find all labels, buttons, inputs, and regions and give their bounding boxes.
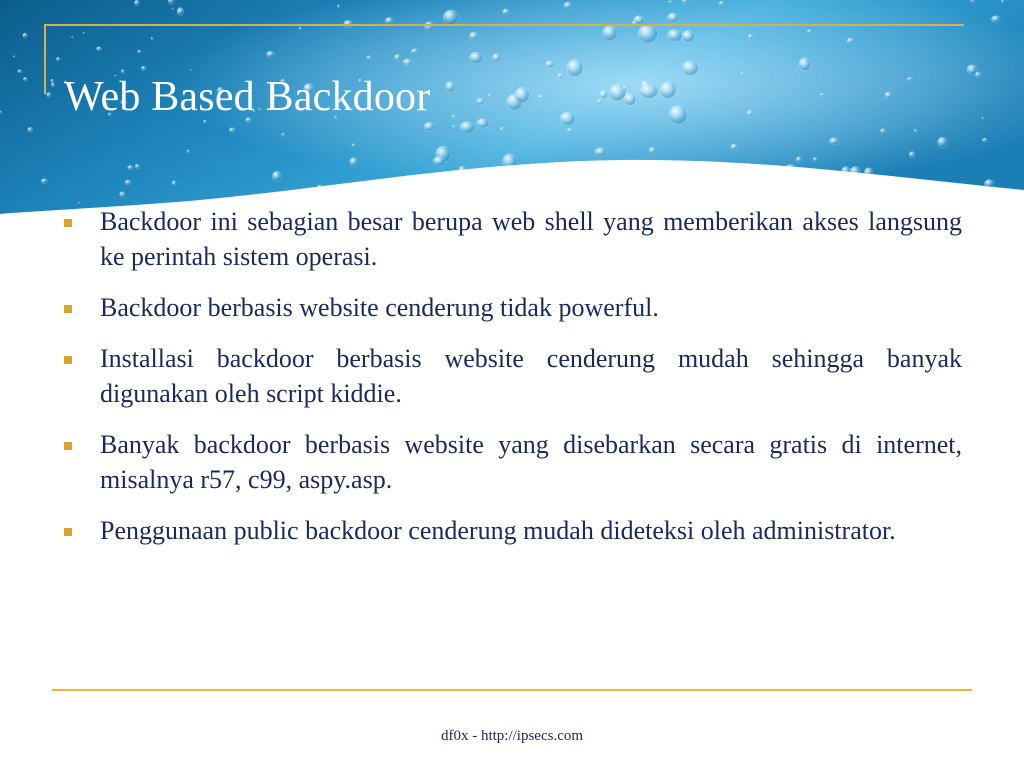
water-bubble xyxy=(2,223,6,227)
water-bubble xyxy=(598,99,602,104)
water-bubble xyxy=(880,129,885,133)
water-bubble xyxy=(28,127,33,132)
slide-title: Web Based Backdoor xyxy=(64,74,431,120)
water-bubble xyxy=(488,94,490,97)
water-bubble xyxy=(47,93,52,98)
water-bubble xyxy=(453,125,455,128)
water-bubble xyxy=(567,60,583,77)
water-bubble xyxy=(135,164,139,169)
water-bubble xyxy=(731,144,738,150)
water-bubble xyxy=(138,50,141,53)
water-bubble xyxy=(603,26,618,41)
water-bubble xyxy=(96,47,101,51)
bullet-item xyxy=(64,204,962,274)
water-bubble xyxy=(673,196,680,203)
water-bubble xyxy=(813,157,817,161)
water-bubble xyxy=(477,119,489,128)
water-bubble xyxy=(847,38,853,44)
water-bubble xyxy=(0,111,2,114)
water-bubble xyxy=(433,157,445,166)
bullet-list xyxy=(64,204,962,564)
water-bubble xyxy=(682,31,694,43)
bullet-item xyxy=(64,290,962,325)
water-bubble xyxy=(424,122,435,131)
water-bubble xyxy=(938,137,948,147)
water-bubble xyxy=(492,54,500,62)
water-bubble xyxy=(1001,0,1003,2)
bullet-text: Penggunaan public backdoor cenderung mudah dideteksi oleh administrator. xyxy=(100,516,896,545)
water-bubble xyxy=(747,110,753,116)
square-bullet-icon xyxy=(64,442,72,450)
water-bubble xyxy=(623,87,627,91)
water-bubble xyxy=(820,93,823,96)
water-bubble xyxy=(991,16,1000,23)
water-bubble xyxy=(660,82,676,99)
water-bubble xyxy=(668,30,682,42)
water-bubble xyxy=(352,144,355,147)
water-bubble xyxy=(670,198,677,203)
water-bubble xyxy=(190,69,191,70)
water-bubble xyxy=(909,152,915,158)
water-bubble xyxy=(669,105,687,124)
water-bubble xyxy=(151,37,153,39)
water-bubble xyxy=(18,70,22,73)
water-bubble xyxy=(51,79,54,82)
water-bubble xyxy=(411,49,418,54)
water-bubble xyxy=(748,34,753,39)
water-bubble xyxy=(807,30,812,33)
water-bubble xyxy=(515,88,529,103)
water-bubble xyxy=(177,8,184,16)
water-bubble xyxy=(337,5,339,7)
water-bubble xyxy=(564,2,572,9)
water-bubble xyxy=(459,166,466,174)
water-bubble xyxy=(560,112,575,125)
water-bubble xyxy=(125,180,131,185)
gold-frame-top-line xyxy=(44,24,964,26)
water-bubble xyxy=(999,225,1003,228)
water-bubble xyxy=(477,98,485,104)
water-bubble xyxy=(796,157,801,162)
water-bubble xyxy=(542,185,558,198)
water-bubble xyxy=(984,180,994,188)
water-bubble xyxy=(682,0,688,4)
water-bubble xyxy=(864,168,873,178)
water-bubble xyxy=(850,167,861,178)
footer-divider xyxy=(52,689,972,691)
bullet-text: Backdoor ini sebagian besar berupa web shell yang memberikan akses langsung ke perintah sistem operasi. xyxy=(100,207,962,271)
water-bubble xyxy=(719,1,724,5)
square-bullet-icon xyxy=(64,528,72,536)
water-bubble xyxy=(395,54,401,60)
water-bubble xyxy=(187,150,190,153)
water-bubble xyxy=(624,93,635,105)
water-bubble xyxy=(799,58,810,71)
bullet-item xyxy=(64,513,962,548)
bullet-item xyxy=(64,427,962,497)
water-bubble xyxy=(445,189,453,196)
water-bubble xyxy=(72,36,73,37)
water-bubble xyxy=(990,204,994,207)
water-bubble xyxy=(907,77,912,81)
water-bubble xyxy=(600,90,608,98)
water-bubble xyxy=(23,33,28,38)
water-bubble xyxy=(41,179,47,184)
water-bubble xyxy=(967,65,977,75)
water-bubble xyxy=(829,138,838,145)
water-bubble xyxy=(267,51,275,57)
water-bubble xyxy=(51,83,54,87)
water-bubble xyxy=(945,193,954,202)
water-bubble xyxy=(367,56,372,60)
water-bubble xyxy=(469,32,478,40)
bullet-text: Installasi backdoor berbasis website cenderung mudah sehingga banyak digunakan oleh script kiddie. xyxy=(100,344,962,408)
water-bubble xyxy=(299,27,302,29)
water-bubble xyxy=(638,25,657,43)
water-bubble xyxy=(83,32,85,33)
water-bubble xyxy=(443,10,458,25)
water-bubble xyxy=(23,77,27,81)
bullet-text: Backdoor berbasis website cenderung tidak powerful. xyxy=(100,293,659,322)
water-bubble xyxy=(649,147,655,154)
water-bubble xyxy=(546,61,554,68)
water-bubble xyxy=(13,56,15,57)
water-bubble xyxy=(640,84,658,98)
square-bullet-icon xyxy=(64,305,72,313)
water-bubble xyxy=(282,133,285,136)
water-bubble xyxy=(460,122,474,133)
water-bubble xyxy=(78,202,79,203)
water-bubble xyxy=(128,166,133,170)
water-bubble xyxy=(229,128,235,133)
water-bubble xyxy=(885,92,891,99)
water-bubble xyxy=(172,8,173,9)
water-bubble xyxy=(141,66,145,71)
square-bullet-icon xyxy=(64,219,72,227)
water-bubble xyxy=(741,72,744,75)
water-bubble xyxy=(172,181,176,185)
bullet-item xyxy=(64,341,962,411)
gold-frame-left-line xyxy=(44,24,46,94)
water-bubble xyxy=(609,84,625,100)
water-bubble xyxy=(470,52,483,63)
water-bubble xyxy=(503,9,509,15)
water-bubble xyxy=(842,167,851,175)
water-bubble xyxy=(403,59,412,66)
water-bubble xyxy=(452,115,455,119)
water-bubble xyxy=(784,165,796,175)
water-bubble xyxy=(500,127,504,130)
water-bubble xyxy=(120,192,125,198)
footer-text: df0x - http://ipsecs.com xyxy=(440,728,584,744)
water-bubble xyxy=(350,158,358,166)
water-bubble xyxy=(668,13,679,23)
water-bubble xyxy=(56,57,60,60)
water-bubble xyxy=(982,138,987,142)
water-bubble xyxy=(595,148,606,157)
water-bubble xyxy=(446,82,455,92)
square-bullet-icon xyxy=(64,356,72,364)
water-bubble xyxy=(669,1,672,4)
water-bubble xyxy=(558,73,563,78)
bullet-text: Banyak backdoor berbasis website yang disebarkan secara gratis di internet, misalnya r57, c99, aspy.asp. xyxy=(100,430,962,494)
water-bubble xyxy=(457,196,465,202)
water-bubble xyxy=(914,130,917,132)
water-bubble xyxy=(539,95,543,100)
water-bubble xyxy=(682,61,698,75)
water-bubble xyxy=(503,154,517,170)
water-bubble xyxy=(317,185,323,191)
water-bubble xyxy=(512,169,523,181)
water-bubble xyxy=(134,0,139,5)
water-bubble xyxy=(567,128,572,132)
water-bubble xyxy=(971,0,976,2)
water-bubble xyxy=(982,118,984,120)
water-bubble xyxy=(168,0,174,4)
water-bubble xyxy=(272,171,281,181)
water-bubble xyxy=(580,164,598,183)
